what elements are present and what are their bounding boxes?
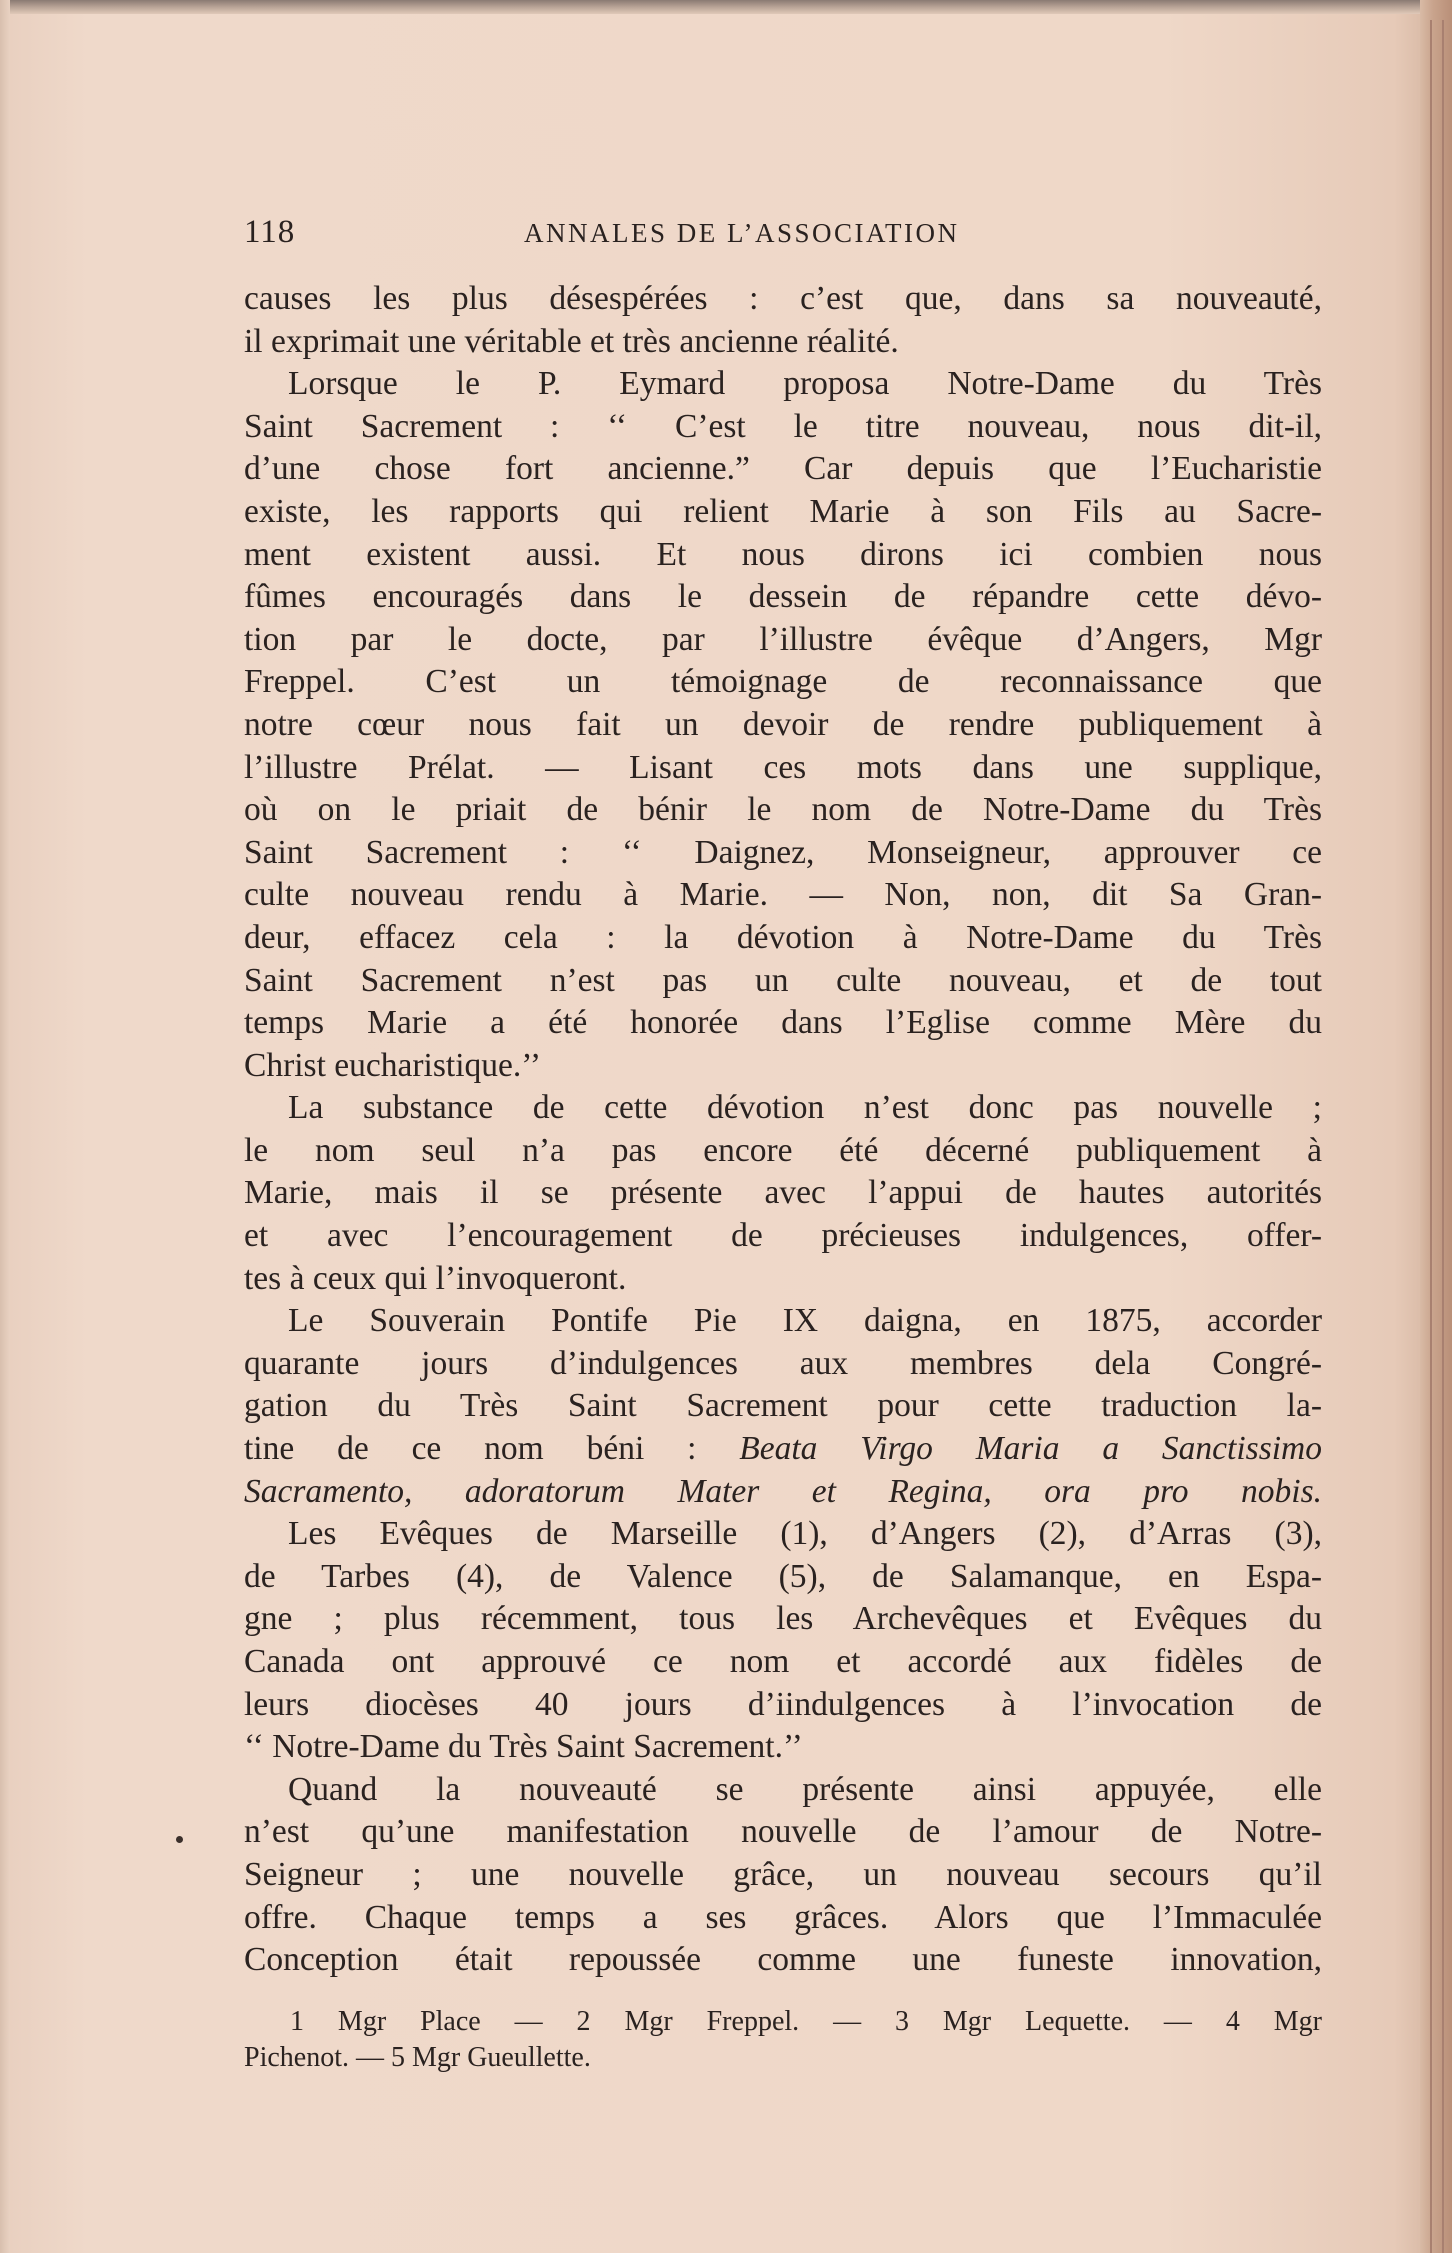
text-line: d’une chose fort ancienne.” Car depuis que l’Eucharistie xyxy=(244,450,1322,488)
text-line: notre cœur nous fait un devoir de rendre publiquement à xyxy=(244,705,1322,743)
text-run: tine de ce nom béni : xyxy=(244,1430,740,1468)
text-line: de Tarbes (4), de Valence (5), de Salamanque, en Espa- xyxy=(244,1557,1322,1595)
text-line: le nom seul n’a pas encore été décerné publiquement à xyxy=(244,1131,1322,1169)
text-line: Saint Sacrement : ‘‘ Daignez, Monseigneur, approuver ce xyxy=(244,833,1322,871)
text-line: Freppel. C’est un témoignage de reconnaissance que xyxy=(244,663,1322,701)
footnote-line: 1 Mgr Place — 2 Mgr Freppel. — 3 Mgr Lequette. — 4 Mgr xyxy=(290,2006,1322,2037)
text-line: Seigneur ; une nouvelle grâce, un nouveau secours qu’il xyxy=(244,1855,1322,1893)
text-line: Marie, mais il se présente avec l’appui de hautes autorités xyxy=(244,1174,1322,1212)
page-top-edge xyxy=(0,0,1452,14)
text-line: quarante jours d’indulgences aux membres dela Congré- xyxy=(244,1344,1322,1382)
text-line: Canada ont approuvé ce nom et accordé aux fidèles de xyxy=(244,1643,1322,1680)
running-title: ANNALES DE L’ASSOCIATION xyxy=(524,218,960,248)
margin-dot xyxy=(176,1836,183,1843)
paragraph xyxy=(244,278,1322,363)
running-header xyxy=(244,214,1322,258)
text-line: tion par le docte, par l’illustre évêque d’Angers, Mgr xyxy=(244,620,1322,658)
latin-invocation: Sacramento, adoratorum Mater et Regina, ora pro nobis. xyxy=(244,1472,1322,1510)
page-number: 118 xyxy=(244,214,296,250)
text-line: fûmes encouragés dans le dessein de répandre cette dévo- xyxy=(244,578,1322,616)
edge-line xyxy=(1430,20,1432,2253)
text-line: n’est qu’une manifestation nouvelle de l’amour de Notre- xyxy=(244,1813,1322,1851)
text-line: Le Souverain Pontife Pie IX daigna, en 1875, accorder xyxy=(288,1302,1322,1340)
text-line: Saint Sacrement n’est pas un culte nouveau, et de tout xyxy=(244,961,1322,999)
text-line: gation du Très Saint Sacrement pour cette traduction la- xyxy=(244,1387,1322,1425)
text-line xyxy=(244,1428,1322,1471)
text-line xyxy=(244,1471,1322,1514)
paragraph xyxy=(244,1769,1322,1982)
text-line: l’illustre Prélat. — Lisant ces mots dans une supplique, xyxy=(244,748,1322,786)
body-text xyxy=(244,278,1322,1982)
text-line: et avec l’encouragement de précieuses indulgences, offer- xyxy=(244,1217,1322,1255)
text-line: culte nouveau rendu à Marie. — Non, non, dit Sa Gran- xyxy=(244,876,1322,914)
text-line: où on le priait de bénir le nom de Notre-Dame du Très xyxy=(244,791,1322,829)
latin-invocation: Beata Virgo Maria a Sanctissimo xyxy=(739,1430,1322,1468)
text-line: Conception était repoussée comme une funeste innovation, xyxy=(244,1941,1322,1979)
text-line: tes à ceux qui l’invoqueront. xyxy=(244,1259,627,1297)
text-line: il exprimait une véritable et très ancienne réalité. xyxy=(244,322,899,360)
text-line: leurs diocèses 40 jours d’iindulgences à l’invocation de xyxy=(244,1685,1322,1723)
text-line: offre. Chaque temps a ses grâces. Alors que l’Immaculée xyxy=(244,1898,1322,1936)
paragraph xyxy=(244,363,1322,1087)
text-line: ment existent aussi. Et nous dirons ici combien nous xyxy=(244,535,1322,573)
text-line: gne ; plus récemment, tous les Archevêques et Evêques du xyxy=(244,1600,1322,1638)
paragraph xyxy=(244,1087,1322,1300)
page-left-edge xyxy=(0,0,10,2253)
text-line: Quand la nouveauté se présente ainsi appuyée, elle xyxy=(288,1770,1322,1808)
text-line: Christ eucharistique.’’ xyxy=(244,1046,542,1084)
footnotes xyxy=(244,2004,1322,2076)
text-line: La substance de cette dévotion n’est donc pas nouvelle ; xyxy=(288,1089,1322,1127)
footnote-line: Pichenot. — 5 Mgr Gueullette. xyxy=(244,2042,591,2073)
text-line: temps Marie a été honorée dans l’Eglise comme Mère du xyxy=(244,1004,1322,1042)
text-line: Lorsque le P. Eymard proposa Notre-Dame du Très xyxy=(288,365,1322,403)
text-line: Les Evêques de Marseille (1), d’Angers (2), d’Arras (3), xyxy=(288,1515,1322,1553)
paragraph xyxy=(244,1300,1322,1513)
text-line: Saint Sacrement : ‘‘ C’est le titre nouveau, nous dit-il, xyxy=(244,407,1322,445)
text-line: ‘‘ Notre-Dame du Très Saint Sacrement.’’ xyxy=(244,1728,803,1766)
page-right-edge xyxy=(1420,0,1452,2253)
text-line: causes les plus désespérées : c’est que, dans sa nouveauté, xyxy=(244,280,1322,317)
edge-line xyxy=(1442,20,1444,2253)
text-line: existe, les rapports qui relient Marie à son Fils au Sacre- xyxy=(244,492,1322,530)
paragraph xyxy=(244,1513,1322,1769)
text-line: deur, effacez cela : la dévotion à Notre-Dame du Très xyxy=(244,918,1322,956)
